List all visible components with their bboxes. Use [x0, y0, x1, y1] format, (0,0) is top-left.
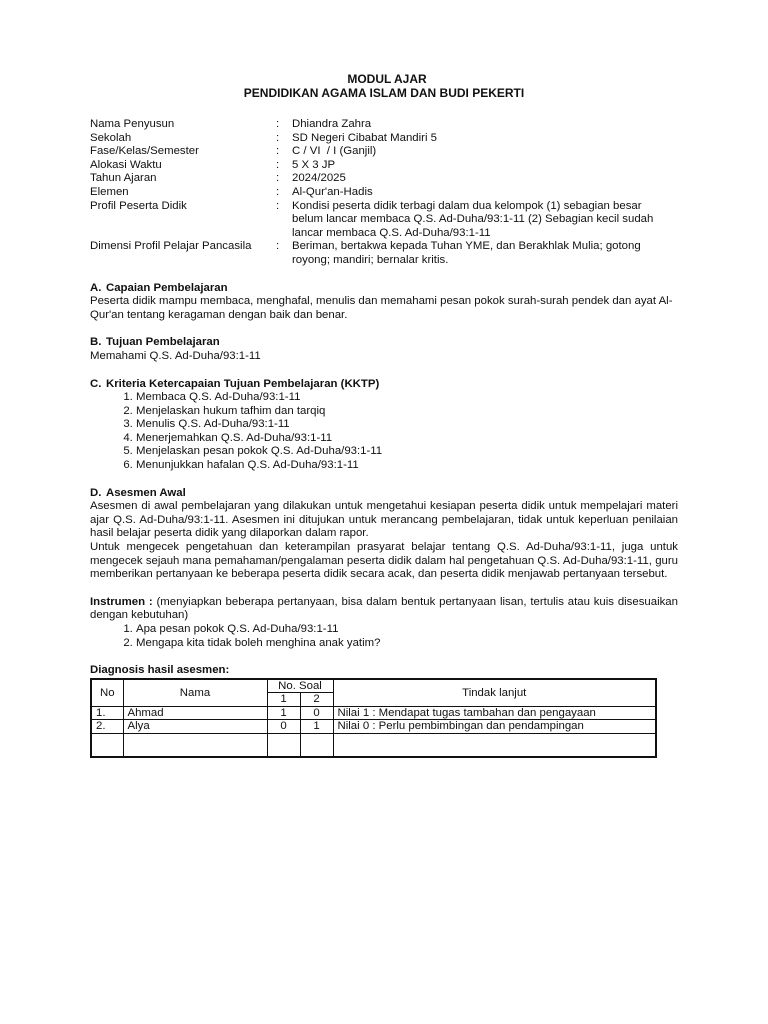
section-title: Tujuan Pembelajaran	[106, 336, 220, 349]
kktp-list	[90, 391, 678, 473]
info-colon: :	[276, 172, 280, 185]
instrumen-label: Instrumen :	[90, 595, 153, 608]
info-colon: :	[276, 199, 280, 212]
header-no: No	[91, 679, 123, 707]
info-colon: :	[276, 118, 280, 130]
info-row-sekolah	[90, 132, 678, 146]
header-tindak-lanjut: Tindak lanjut	[333, 679, 656, 707]
section-text: Memahami Q.S. Ad-Duha/93:1-11	[90, 349, 261, 362]
info-row-elemen	[90, 186, 678, 200]
cell-no: 2.	[91, 720, 123, 734]
instrumen-text	[90, 596, 678, 623]
cell-tindak-lanjut: Nilai 0 : Perlu pembimbingan dan pendampingan	[333, 720, 656, 734]
info-label: Fase/Kelas/Semester	[90, 145, 199, 158]
list-item: 4. Menerjemahkan Q.S. Ad-Duha/93:1-11	[136, 432, 678, 446]
cell-empty	[333, 733, 656, 757]
section-title: Capaian Pembelajaran	[106, 281, 228, 294]
list-item: 1. Membaca Q.S. Ad-Duha/93:1-11	[136, 391, 678, 405]
title-line-2: PENDIDIKAN AGAMA ISLAM DAN BUDI PEKERTI	[243, 86, 525, 100]
section-capaian	[90, 282, 678, 323]
table-header-row	[91, 679, 656, 693]
section-instrumen	[90, 596, 678, 650]
instrumen-description: (menyiapkan beberapa pertanyaan, bisa dalam bentuk pertanyaan lisan, tertulis atau kuis disesuaikan dengan kebutuhan)	[90, 595, 678, 622]
info-row-profil	[90, 200, 678, 241]
info-value: Kondisi peserta didik terbagi dalam dua kelompok (1) sebagian besar belum lancar membaca Q.S. Ad-Duha/93:1-11 (2) Sebagian kecil sudah lancar membaca Q.S. Ad-Duha/93:1-11	[292, 199, 654, 239]
table-row-empty	[91, 733, 656, 757]
info-row-dimensi	[90, 240, 678, 267]
section-heading	[90, 378, 678, 392]
list-item: 6. Menunjukkan hafalan Q.S. Ad-Duha/93:1-11	[136, 459, 678, 473]
title-line-1: MODUL AJAR	[347, 72, 427, 86]
section-letter: A.	[90, 281, 102, 294]
instrumen-list	[90, 623, 678, 650]
section-letter: B.	[90, 336, 102, 349]
cell-tindak-lanjut: Nilai 1 : Mendapat tugas tambahan dan pengayaan	[333, 706, 656, 720]
header-soal-2: 2	[300, 693, 333, 707]
header-nama: Nama	[123, 679, 267, 707]
section-tujuan	[90, 336, 678, 363]
info-value: Beriman, bertakwa kepada Tuhan YME, dan Berakhlak Mulia; gotong royong; mandiri; bernalar kritis.	[292, 240, 641, 266]
cell-soal-1: 1	[267, 706, 300, 720]
section-text: Peserta didik mampu membaca, menghafal, menulis dan memahami pesan pokok surah-surah pendek dan ayat Al-Qur'an tentang keragaman dengan baik dan benar.	[90, 295, 673, 321]
cell-nama: Ahmad	[123, 706, 267, 720]
cell-no: 1.	[91, 706, 123, 720]
info-colon: :	[276, 240, 280, 253]
cell-empty	[300, 733, 333, 757]
info-label: Nama Penyusun	[90, 118, 175, 130]
document-title	[90, 72, 678, 100]
info-row-penyusun	[90, 118, 678, 132]
info-colon: :	[276, 145, 280, 158]
info-label: Tahun Ajaran	[90, 172, 157, 185]
table-row	[91, 706, 656, 720]
diagnosis-title: Diagnosis hasil asesmen:	[90, 664, 230, 677]
section-asesmen	[90, 487, 678, 582]
cell-soal-1: 0	[267, 720, 300, 734]
info-row-fase	[90, 145, 678, 159]
cell-soal-2: 1	[300, 720, 333, 734]
info-row-alokasi	[90, 159, 678, 173]
info-value: 2024/2025	[292, 172, 346, 185]
section-letter: D.	[90, 486, 102, 499]
list-item: 3. Menulis Q.S. Ad-Duha/93:1-11	[136, 418, 678, 432]
info-value: Al-Qur'an-Hadis	[292, 185, 373, 198]
list-item: 2. Menjelaskan hukum tafhim dan tarqiq	[136, 405, 678, 419]
header-soal-1: 1	[267, 693, 300, 707]
list-item: 2. Mengapa kita tidak boleh menghina anak yatim?	[136, 637, 678, 651]
info-label: Dimensi Profil Pelajar Pancasila	[90, 240, 252, 253]
cell-empty	[123, 733, 267, 757]
info-label: Elemen	[90, 185, 129, 198]
section-diagnosis	[90, 664, 678, 758]
section-title: Kriteria Ketercapaian Tujuan Pembelajaran (KKTP)	[106, 377, 380, 390]
info-label: Alokasi Waktu	[90, 158, 162, 171]
info-colon: :	[276, 185, 280, 198]
section-kktp	[90, 378, 678, 473]
cell-nama: Alya	[123, 720, 267, 734]
section-heading	[90, 282, 678, 296]
section-heading	[90, 487, 678, 501]
cell-empty	[267, 733, 300, 757]
table-row	[91, 720, 656, 734]
info-label: Sekolah	[90, 131, 132, 144]
cell-soal-2: 0	[300, 706, 333, 720]
asesmen-paragraph-2: Untuk mengecek pengetahuan dan keterampilan prasyarat belajar tentang Q.S. Ad-Duha/93:1-11, juga untuk mengecek sejauh mana pemahaman/pengalaman peserta didik dalam hal pengetahuan Q.S. Ad-Duha/93:1-11, guru memberikan pertanyaan ke beberapa peserta didik secara acak, dan peserta didik menjawab pertanyaan tersebut.	[90, 541, 678, 581]
list-item: 5. Menjelaskan pesan pokok Q.S. Ad-Duha/93:1-11	[136, 445, 678, 459]
info-colon: :	[276, 158, 280, 171]
info-colon: :	[276, 131, 280, 144]
section-title: Asesmen Awal	[106, 486, 186, 499]
info-table	[90, 118, 678, 268]
asesmen-paragraph-1: Asesmen di awal pembelajaran yang dilakukan untuk mengetahui kesiapan peserta didik untuk mempelajari materi ajar Q.S. Ad-Duha/93:1-11. Asesmen ini ditujukan untuk merancang pembelajaran, tidak untuk keperluan penilaian hasil belajar peserta didik yang dilaporkan dalam rapor.	[90, 500, 678, 540]
section-heading	[90, 336, 678, 350]
info-row-tahun	[90, 172, 678, 186]
info-value: Dhiandra Zahra	[292, 118, 372, 130]
list-item: 1. Apa pesan pokok Q.S. Ad-Duha/93:1-11	[136, 623, 678, 637]
section-letter: C.	[90, 377, 102, 390]
header-no-soal: No. Soal	[267, 679, 333, 693]
cell-empty	[91, 733, 123, 757]
info-value: 5 X 3 JP	[292, 158, 336, 171]
diagnosis-table	[90, 678, 657, 758]
info-label: Profil Peserta Didik	[90, 199, 187, 212]
info-value: C / VI / I (Ganjil)	[292, 145, 377, 158]
document-content	[90, 72, 678, 758]
info-value: SD Negeri Cibabat Mandiri 5	[292, 131, 437, 144]
